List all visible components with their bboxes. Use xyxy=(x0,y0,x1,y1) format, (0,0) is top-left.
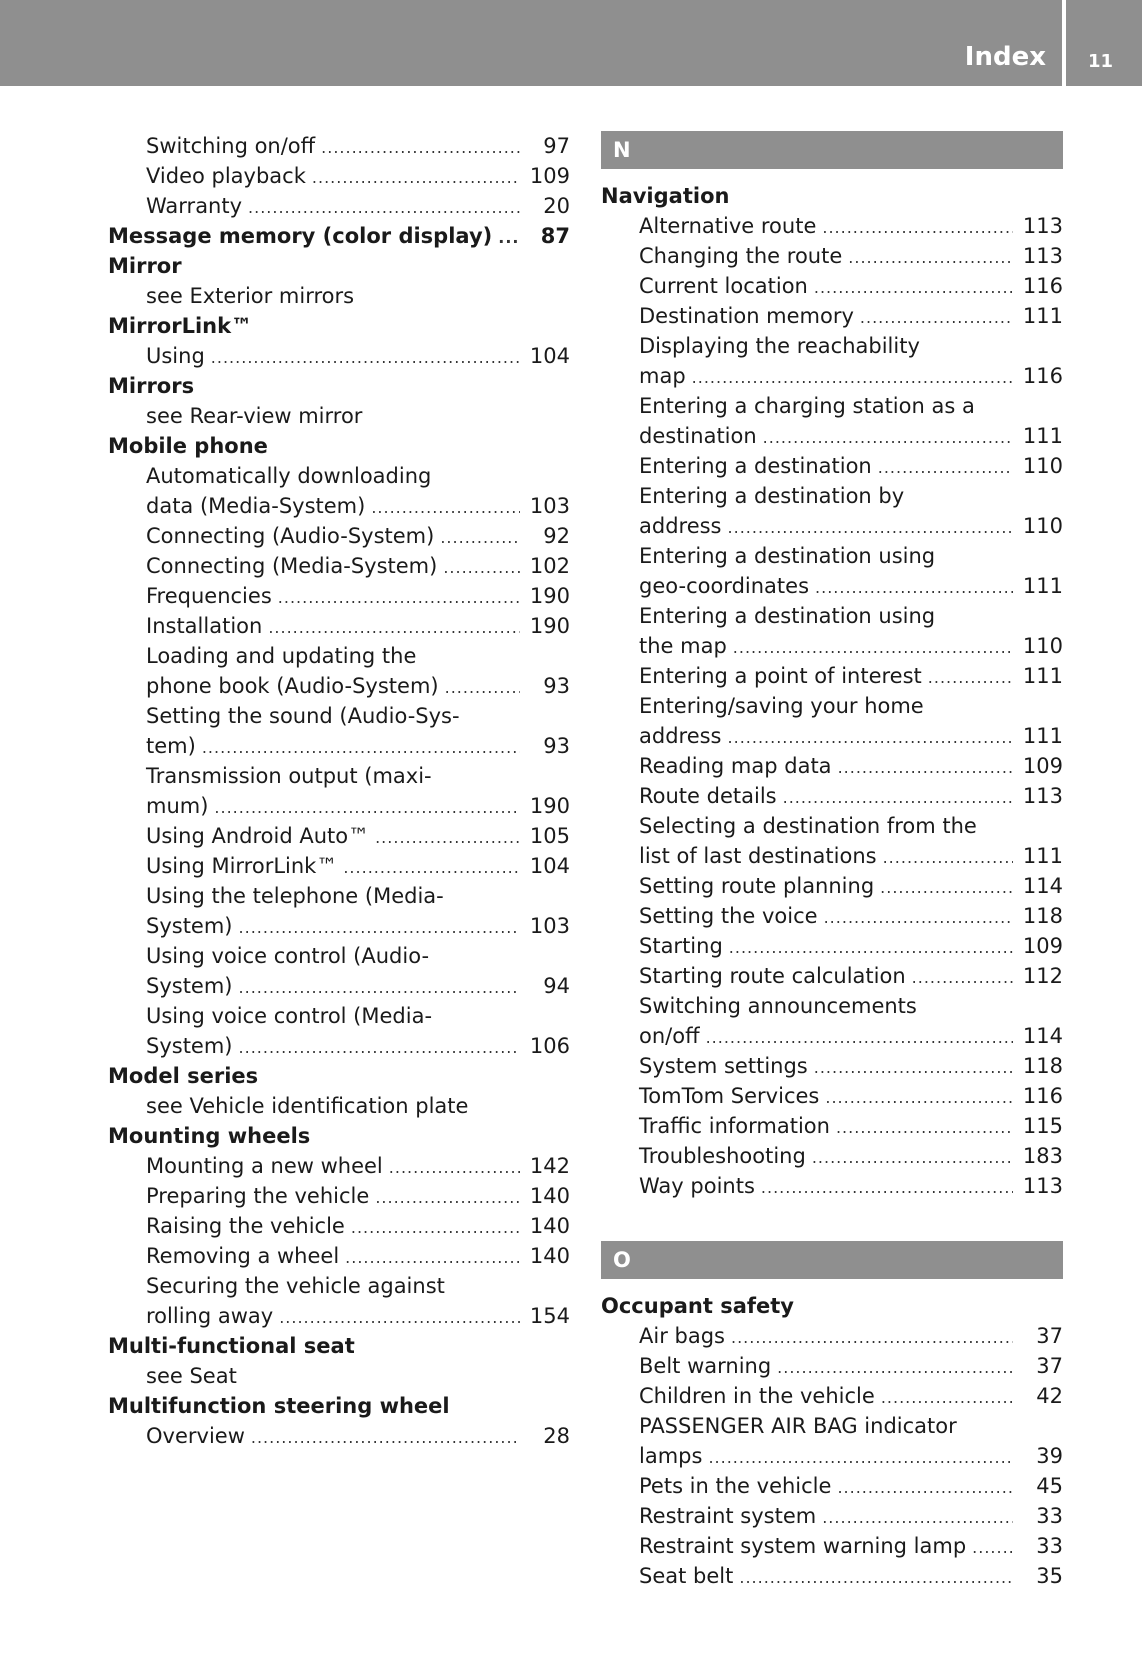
section-n-list xyxy=(601,181,1063,1201)
index-entry xyxy=(601,871,1063,901)
index-entry xyxy=(108,1271,570,1301)
entry-text: Using xyxy=(146,344,205,368)
entry-text: the map xyxy=(639,634,727,658)
page-number: 11 xyxy=(1066,0,1142,86)
entry-text: Route details xyxy=(639,784,777,808)
leader-dots xyxy=(822,1503,1013,1533)
leader-dots xyxy=(375,823,520,853)
index-entry xyxy=(601,1441,1063,1471)
page-reference: 118 xyxy=(1022,904,1063,928)
page-reference: 113 xyxy=(1022,784,1063,808)
page-reference: 190 xyxy=(529,614,570,638)
entry-text: Entering a destination using xyxy=(639,604,936,628)
page-reference: 20 xyxy=(543,194,570,218)
entry-text: Mounting a new wheel xyxy=(146,1154,383,1178)
entry-text: Removing a wheel xyxy=(146,1244,340,1268)
entry-text: Setting route planning xyxy=(639,874,875,898)
entry-text: see Rear-view mirror xyxy=(146,404,363,428)
index-entry xyxy=(601,331,1063,361)
entry-text: Transmission output (maxi- xyxy=(146,764,432,788)
leader-dots xyxy=(389,1153,520,1183)
index-entry xyxy=(108,1361,570,1391)
page-reference: 113 xyxy=(1022,214,1063,238)
index-heading xyxy=(108,1331,570,1361)
index-entry xyxy=(108,1031,570,1061)
leader-dots xyxy=(728,513,1013,543)
entry-text: Video playback xyxy=(146,164,306,188)
leader-dots xyxy=(783,783,1013,813)
page-reference: 110 xyxy=(1022,634,1063,658)
index-entry xyxy=(601,601,1063,631)
page-reference: 109 xyxy=(529,164,570,188)
entry-text: Current location xyxy=(639,274,808,298)
index-entry xyxy=(601,1051,1063,1081)
entry-text: Setting the voice xyxy=(639,904,818,928)
index-entry xyxy=(108,911,570,941)
page-reference: 42 xyxy=(1036,1384,1063,1408)
index-entry xyxy=(601,1471,1063,1501)
index-entry xyxy=(108,1181,570,1211)
page-reference: 116 xyxy=(1022,1084,1063,1108)
index-entry xyxy=(108,821,570,851)
leader-dots xyxy=(708,1443,1013,1473)
page-reference: 142 xyxy=(529,1154,570,1178)
page-reference: 104 xyxy=(529,854,570,878)
index-heading xyxy=(108,1061,570,1091)
leader-dots xyxy=(498,223,520,253)
entry-text: Using voice control (Media- xyxy=(146,1004,433,1028)
index-entry xyxy=(601,631,1063,661)
index-entry xyxy=(601,421,1063,451)
section-o-list xyxy=(601,1291,1063,1591)
entry-text: Switching on/off xyxy=(146,134,316,158)
entry-text: System) xyxy=(146,974,233,998)
index-entry xyxy=(108,731,570,761)
entry-text: Installation xyxy=(146,614,263,638)
header-bar xyxy=(0,0,1062,86)
page-reference: 111 xyxy=(1022,664,1063,688)
entry-text: tem) xyxy=(146,734,196,758)
section-heading-o: O xyxy=(601,1241,1063,1279)
leader-dots xyxy=(733,633,1013,663)
entry-text: Using the telephone (Media- xyxy=(146,884,444,908)
page-reference: 35 xyxy=(1036,1564,1063,1588)
page-reference: 94 xyxy=(543,974,570,998)
index-entry xyxy=(601,1381,1063,1411)
leader-dots xyxy=(321,133,520,163)
leader-dots xyxy=(202,733,520,763)
leader-dots xyxy=(440,523,520,553)
index-column-left xyxy=(108,131,570,1451)
entry-text: on/off xyxy=(639,1024,700,1048)
page-reference: 140 xyxy=(529,1244,570,1268)
entry-text: Restraint system xyxy=(639,1504,817,1528)
leader-dots xyxy=(815,573,1013,603)
leader-dots xyxy=(351,1213,520,1243)
index-entry xyxy=(108,791,570,821)
page-reference: 109 xyxy=(1022,934,1063,958)
entry-text: Mobile phone xyxy=(108,434,268,458)
leader-dots xyxy=(836,1113,1013,1143)
entry-text: destination xyxy=(639,424,757,448)
leader-dots xyxy=(883,843,1013,873)
entry-text: map xyxy=(639,364,686,388)
entry-text: Securing the vehicle against xyxy=(146,1274,445,1298)
page-reference: 154 xyxy=(529,1304,570,1328)
index-entry xyxy=(601,1561,1063,1591)
entry-text: Multifunction steering wheel xyxy=(108,1394,450,1418)
page-title: Index xyxy=(964,42,1046,72)
entry-text: Navigation xyxy=(601,184,730,208)
index-heading xyxy=(108,1391,570,1421)
page-reference: 45 xyxy=(1036,1474,1063,1498)
section-heading-n: N xyxy=(601,131,1063,169)
index-entry xyxy=(601,541,1063,571)
leader-dots xyxy=(812,1143,1013,1173)
index-entry xyxy=(601,1081,1063,1111)
entry-text: Model series xyxy=(108,1064,259,1088)
entry-text: TomTom Services xyxy=(639,1084,820,1108)
entry-text: Restraint system warning lamp xyxy=(639,1534,967,1558)
page-reference: 111 xyxy=(1022,844,1063,868)
leader-dots xyxy=(777,1353,1013,1383)
entry-text: see Seat xyxy=(146,1364,237,1388)
index-entry xyxy=(601,271,1063,301)
leader-dots xyxy=(445,673,520,703)
index-entry xyxy=(601,931,1063,961)
leader-dots xyxy=(239,913,520,943)
entry-text: Alternative route xyxy=(639,214,817,238)
entry-text: Using MirrorLink™ xyxy=(146,854,338,878)
leader-dots xyxy=(692,363,1013,393)
index-entry xyxy=(601,1021,1063,1051)
leader-dots xyxy=(443,553,520,583)
index-entry xyxy=(108,1301,570,1331)
page-reference: 116 xyxy=(1022,364,1063,388)
index-entry xyxy=(601,1141,1063,1171)
index-entry xyxy=(108,461,570,491)
leader-dots xyxy=(824,903,1013,933)
page-reference: 37 xyxy=(1036,1354,1063,1378)
entry-text: Connecting (Audio-System) xyxy=(146,524,435,548)
page-reference: 109 xyxy=(1022,754,1063,778)
leader-dots xyxy=(860,303,1013,333)
entry-text: Way points xyxy=(639,1174,755,1198)
index-entry xyxy=(108,131,570,161)
leader-dots xyxy=(822,213,1013,243)
page-reference: 28 xyxy=(543,1424,570,1448)
leader-dots xyxy=(239,973,520,1003)
leader-dots xyxy=(251,1423,520,1453)
index-entry xyxy=(108,671,570,701)
index-entry xyxy=(601,691,1063,721)
page-reference: 102 xyxy=(529,554,570,578)
entry-text: lamps xyxy=(639,1444,703,1468)
entry-text: Changing the route xyxy=(639,244,843,268)
entry-text: System) xyxy=(146,1034,233,1058)
page-reference: 140 xyxy=(529,1214,570,1238)
leader-dots xyxy=(838,753,1013,783)
page-reference: 190 xyxy=(529,794,570,818)
entry-text: Belt warning xyxy=(639,1354,772,1378)
leader-dots xyxy=(880,873,1013,903)
entry-text: Selecting a destination from the xyxy=(639,814,977,838)
page-reference: 92 xyxy=(543,524,570,548)
entry-text: list of last destinations xyxy=(639,844,877,868)
page-reference: 33 xyxy=(1036,1504,1063,1528)
page-reference: 114 xyxy=(1022,874,1063,898)
entry-text: Starting xyxy=(639,934,723,958)
leader-dots xyxy=(268,613,520,643)
index-heading xyxy=(601,181,1063,211)
entry-text: MirrorLink™ xyxy=(108,314,253,338)
index-entry xyxy=(108,971,570,1001)
entry-text: Overview xyxy=(146,1424,245,1448)
leader-dots xyxy=(371,493,520,523)
leader-dots xyxy=(928,663,1013,693)
entry-text: System) xyxy=(146,914,233,938)
entry-text: Connecting (Media-System) xyxy=(146,554,438,578)
entry-text: PASSENGER AIR BAG indicator xyxy=(639,1414,957,1438)
index-entry xyxy=(601,241,1063,271)
index-entry xyxy=(601,1501,1063,1531)
index-entry xyxy=(108,581,570,611)
leader-dots xyxy=(739,1563,1013,1593)
page-reference: 115 xyxy=(1022,1114,1063,1138)
page-reference: 114 xyxy=(1022,1024,1063,1048)
entry-text: Switching announcements xyxy=(639,994,917,1018)
entry-text: see Vehicle identification plate xyxy=(146,1094,469,1118)
entry-text: phone book (Audio-System) xyxy=(146,674,439,698)
leader-dots xyxy=(837,1473,1013,1503)
entry-text: Entering a charging station as a xyxy=(639,394,975,418)
index-entry xyxy=(108,521,570,551)
entry-text: Entering a destination by xyxy=(639,484,905,508)
entry-text: Raising the vehicle xyxy=(146,1214,345,1238)
entry-text: Occupant safety xyxy=(601,1294,794,1318)
entry-text: geo-coordinates xyxy=(639,574,810,598)
page-reference: 105 xyxy=(529,824,570,848)
leader-dots xyxy=(912,963,1013,993)
page-reference: 190 xyxy=(529,584,570,608)
leader-dots xyxy=(211,343,520,373)
index-entry xyxy=(601,781,1063,811)
leader-dots xyxy=(279,1303,520,1333)
leader-dots xyxy=(814,273,1013,303)
entry-text: Reading map data xyxy=(639,754,832,778)
index-entry xyxy=(601,901,1063,931)
leader-dots xyxy=(972,1533,1013,1563)
index-entry xyxy=(108,1421,570,1451)
index-entry xyxy=(108,851,570,881)
entry-text: Using voice control (Audio- xyxy=(146,944,430,968)
index-heading xyxy=(108,371,570,401)
index-entry xyxy=(601,361,1063,391)
entry-text: Entering a destination using xyxy=(639,544,936,568)
page-reference: 37 xyxy=(1036,1324,1063,1348)
page-reference: 87 xyxy=(540,224,570,248)
entry-text: Frequencies xyxy=(146,584,272,608)
leader-dots xyxy=(375,1183,520,1213)
leader-dots xyxy=(763,423,1013,453)
index-entry xyxy=(108,161,570,191)
leader-dots xyxy=(312,163,520,193)
entry-text: Warranty xyxy=(146,194,243,218)
entry-text: Using Android Auto™ xyxy=(146,824,370,848)
page-reference: 33 xyxy=(1036,1534,1063,1558)
index-entry xyxy=(601,751,1063,781)
entry-text: address xyxy=(639,724,722,748)
index-entry xyxy=(108,701,570,731)
index-entry xyxy=(601,391,1063,421)
index-entry xyxy=(108,401,570,431)
entry-text: Mirrors xyxy=(108,374,195,398)
leader-dots xyxy=(881,1383,1013,1413)
index-entry xyxy=(601,1321,1063,1351)
index-heading xyxy=(601,1291,1063,1321)
leader-dots xyxy=(278,583,520,613)
index-entry xyxy=(601,1411,1063,1441)
page-reference: 111 xyxy=(1022,304,1063,328)
index-entry xyxy=(601,481,1063,511)
entry-text: Mirror xyxy=(108,254,182,278)
page-reference: 183 xyxy=(1022,1144,1063,1168)
leader-dots xyxy=(814,1053,1013,1083)
entry-text: address xyxy=(639,514,722,538)
page-reference: 112 xyxy=(1022,964,1063,988)
index-entry xyxy=(601,511,1063,541)
entry-text: Troubleshooting xyxy=(639,1144,806,1168)
page-reference: 110 xyxy=(1022,514,1063,538)
index-heading xyxy=(108,311,570,341)
page-reference: 140 xyxy=(529,1184,570,1208)
leader-dots xyxy=(728,723,1013,753)
entry-text: Displaying the reachability xyxy=(639,334,920,358)
page-reference: 103 xyxy=(529,494,570,518)
leader-dots xyxy=(761,1173,1013,1203)
entry-text: Preparing the vehicle xyxy=(146,1184,370,1208)
index-entry xyxy=(601,991,1063,1021)
page-reference: 111 xyxy=(1022,724,1063,748)
index-entry xyxy=(601,1531,1063,1561)
index-heading xyxy=(108,251,570,281)
page-reference: 104 xyxy=(529,344,570,368)
leader-dots xyxy=(239,1033,520,1063)
page-reference: 111 xyxy=(1022,424,1063,448)
entry-text: Message memory (color display) xyxy=(108,224,493,248)
index-entry xyxy=(108,1151,570,1181)
index-entry xyxy=(601,211,1063,241)
index-entry xyxy=(108,341,570,371)
leader-dots xyxy=(825,1083,1013,1113)
index-heading xyxy=(108,431,570,461)
entry-text: System settings xyxy=(639,1054,808,1078)
leader-dots xyxy=(878,453,1013,483)
leader-dots xyxy=(345,1243,520,1273)
entry-text: Entering a destination xyxy=(639,454,872,478)
page-reference: 110 xyxy=(1022,454,1063,478)
entry-text: Destination memory xyxy=(639,304,854,328)
index-entry xyxy=(108,491,570,521)
entry-text: data (Media-System) xyxy=(146,494,366,518)
index-entry xyxy=(108,761,570,791)
page-reference: 118 xyxy=(1022,1054,1063,1078)
entry-text: Multi-functional seat xyxy=(108,1334,355,1358)
index-entry xyxy=(601,811,1063,841)
leader-dots xyxy=(848,243,1013,273)
leader-dots xyxy=(214,793,520,823)
entry-text: Entering/saving your home xyxy=(639,694,924,718)
index-entry xyxy=(601,451,1063,481)
entry-text: Air bags xyxy=(639,1324,725,1348)
index-entry xyxy=(601,571,1063,601)
index-entry xyxy=(108,611,570,641)
index-heading xyxy=(108,221,570,251)
index-entry xyxy=(108,881,570,911)
index-entry xyxy=(108,281,570,311)
index-entry xyxy=(601,961,1063,991)
page-reference: 103 xyxy=(529,914,570,938)
page-reference: 39 xyxy=(1036,1444,1063,1468)
entry-text: Entering a point of interest xyxy=(639,664,922,688)
entry-text: Children in the vehicle xyxy=(639,1384,875,1408)
index-column-right xyxy=(601,131,1063,1591)
index-entry xyxy=(601,841,1063,871)
index-entry xyxy=(108,1241,570,1271)
index-entry xyxy=(601,1171,1063,1201)
entry-text: Loading and updating the xyxy=(146,644,417,668)
entry-text: Traffic information xyxy=(639,1114,830,1138)
index-entry xyxy=(108,1001,570,1031)
index-entry xyxy=(108,551,570,581)
leader-dots xyxy=(248,193,520,223)
leader-dots xyxy=(729,933,1013,963)
page-reference: 113 xyxy=(1022,1174,1063,1198)
page-reference: 116 xyxy=(1022,274,1063,298)
entry-text: see Exterior mirrors xyxy=(146,284,355,308)
index-entry xyxy=(108,941,570,971)
leader-dots xyxy=(343,853,520,883)
index-entry xyxy=(108,641,570,671)
page-reference: 113 xyxy=(1022,244,1063,268)
index-entry xyxy=(601,1351,1063,1381)
entry-text: Setting the sound (Audio-Sys- xyxy=(146,704,460,728)
index-entry xyxy=(601,1111,1063,1141)
page-reference: 111 xyxy=(1022,574,1063,598)
leader-dots xyxy=(731,1323,1013,1353)
index-entry xyxy=(601,721,1063,751)
entry-text: Automatically downloading xyxy=(146,464,432,488)
entry-text: Pets in the vehicle xyxy=(639,1474,832,1498)
index-entry xyxy=(108,1211,570,1241)
entry-text: Starting route calculation xyxy=(639,964,906,988)
leader-dots xyxy=(706,1023,1013,1053)
entry-text: rolling away xyxy=(146,1304,274,1328)
page-reference: 93 xyxy=(543,734,570,758)
entry-text: mum) xyxy=(146,794,209,818)
entry-text: Mounting wheels xyxy=(108,1124,311,1148)
index-entry xyxy=(108,191,570,221)
index-entry xyxy=(601,661,1063,691)
entry-text: Seat belt xyxy=(639,1564,734,1588)
index-entry xyxy=(601,301,1063,331)
page-reference: 93 xyxy=(543,674,570,698)
page-reference: 106 xyxy=(529,1034,570,1058)
index-heading xyxy=(108,1121,570,1151)
page-reference: 97 xyxy=(543,134,570,158)
index-entry xyxy=(108,1091,570,1121)
